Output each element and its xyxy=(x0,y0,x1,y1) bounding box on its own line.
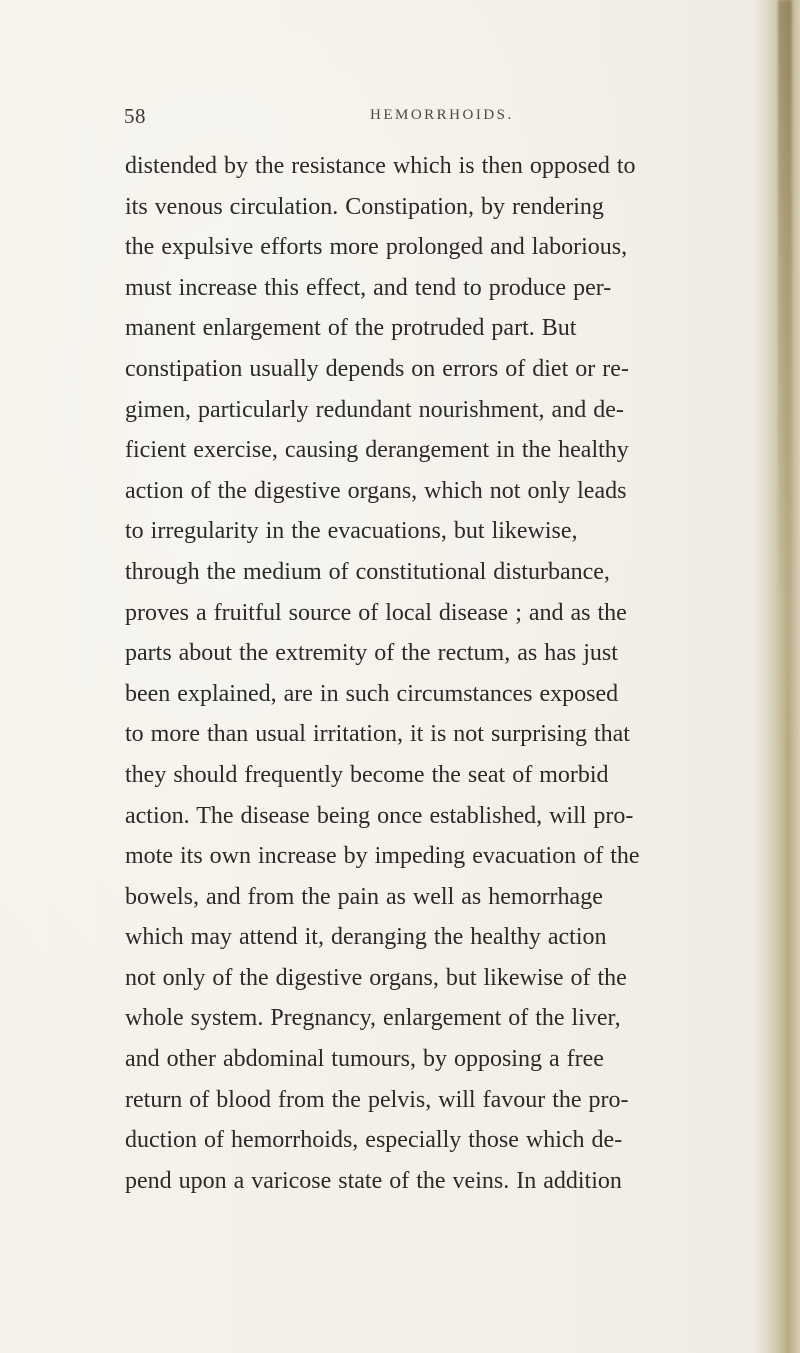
page-number: 58 xyxy=(124,104,146,128)
body-text xyxy=(125,146,790,1201)
text-line: whole system. Pregnancy, enlargement of the liver, xyxy=(125,1005,621,1032)
page-header xyxy=(124,104,684,140)
text-line: to irregularity in the evacuations, but likewise, xyxy=(125,518,578,545)
text-line: proves a fruitful source of local disease ; and as the xyxy=(125,599,627,626)
text-line: constipation usually depends on errors of diet or re- xyxy=(125,355,629,382)
text-line: action of the digestive organs, which not only leads xyxy=(125,477,627,504)
text-line: mote its own increase by impeding evacuation of the xyxy=(125,843,640,870)
running-title: HEMORRHOIDS. xyxy=(370,107,514,123)
text-line: return of blood from the pelvis, will favour the pro- xyxy=(125,1086,629,1113)
text-line: they should frequently become the seat of morbid xyxy=(125,761,609,788)
text-line: pend upon a varicose state of the veins. In addition xyxy=(125,1167,622,1194)
text-line: duction of hemorrhoids, especially those which de- xyxy=(125,1127,623,1154)
text-line: ficient exercise, causing derangement in the healthy xyxy=(125,437,629,464)
text-line: must increase this effect, and tend to produce per- xyxy=(125,274,612,301)
text-line: its venous circulation. Constipation, by rendering xyxy=(125,193,604,220)
text-line: manent enlargement of the protruded part. But xyxy=(125,315,577,342)
text-line: the expulsive efforts more prolonged and laborious, xyxy=(125,234,628,261)
text-line: to more than usual irritation, it is not surprising that xyxy=(125,721,630,748)
text-line: through the medium of constitutional disturbance, xyxy=(125,558,610,585)
text-line: not only of the digestive organs, but likewise of the xyxy=(125,964,627,991)
text-line: and other abdominal tumours, by opposing a free xyxy=(125,1046,604,1073)
text-line: gimen, particularly redundant nourishment, and de- xyxy=(125,396,624,423)
text-line: action. The disease being once established, will pro- xyxy=(125,802,634,829)
text-line: been explained, are in such circumstances exposed xyxy=(125,680,619,707)
text-line: which may attend it, deranging the healthy action xyxy=(125,924,607,951)
text-line: distended by the resistance which is then opposed to xyxy=(125,153,636,179)
text-line: parts about the extremity of the rectum, as has just xyxy=(125,640,618,667)
text-line: bowels, and from the pain as well as hemorrhage xyxy=(125,883,603,910)
